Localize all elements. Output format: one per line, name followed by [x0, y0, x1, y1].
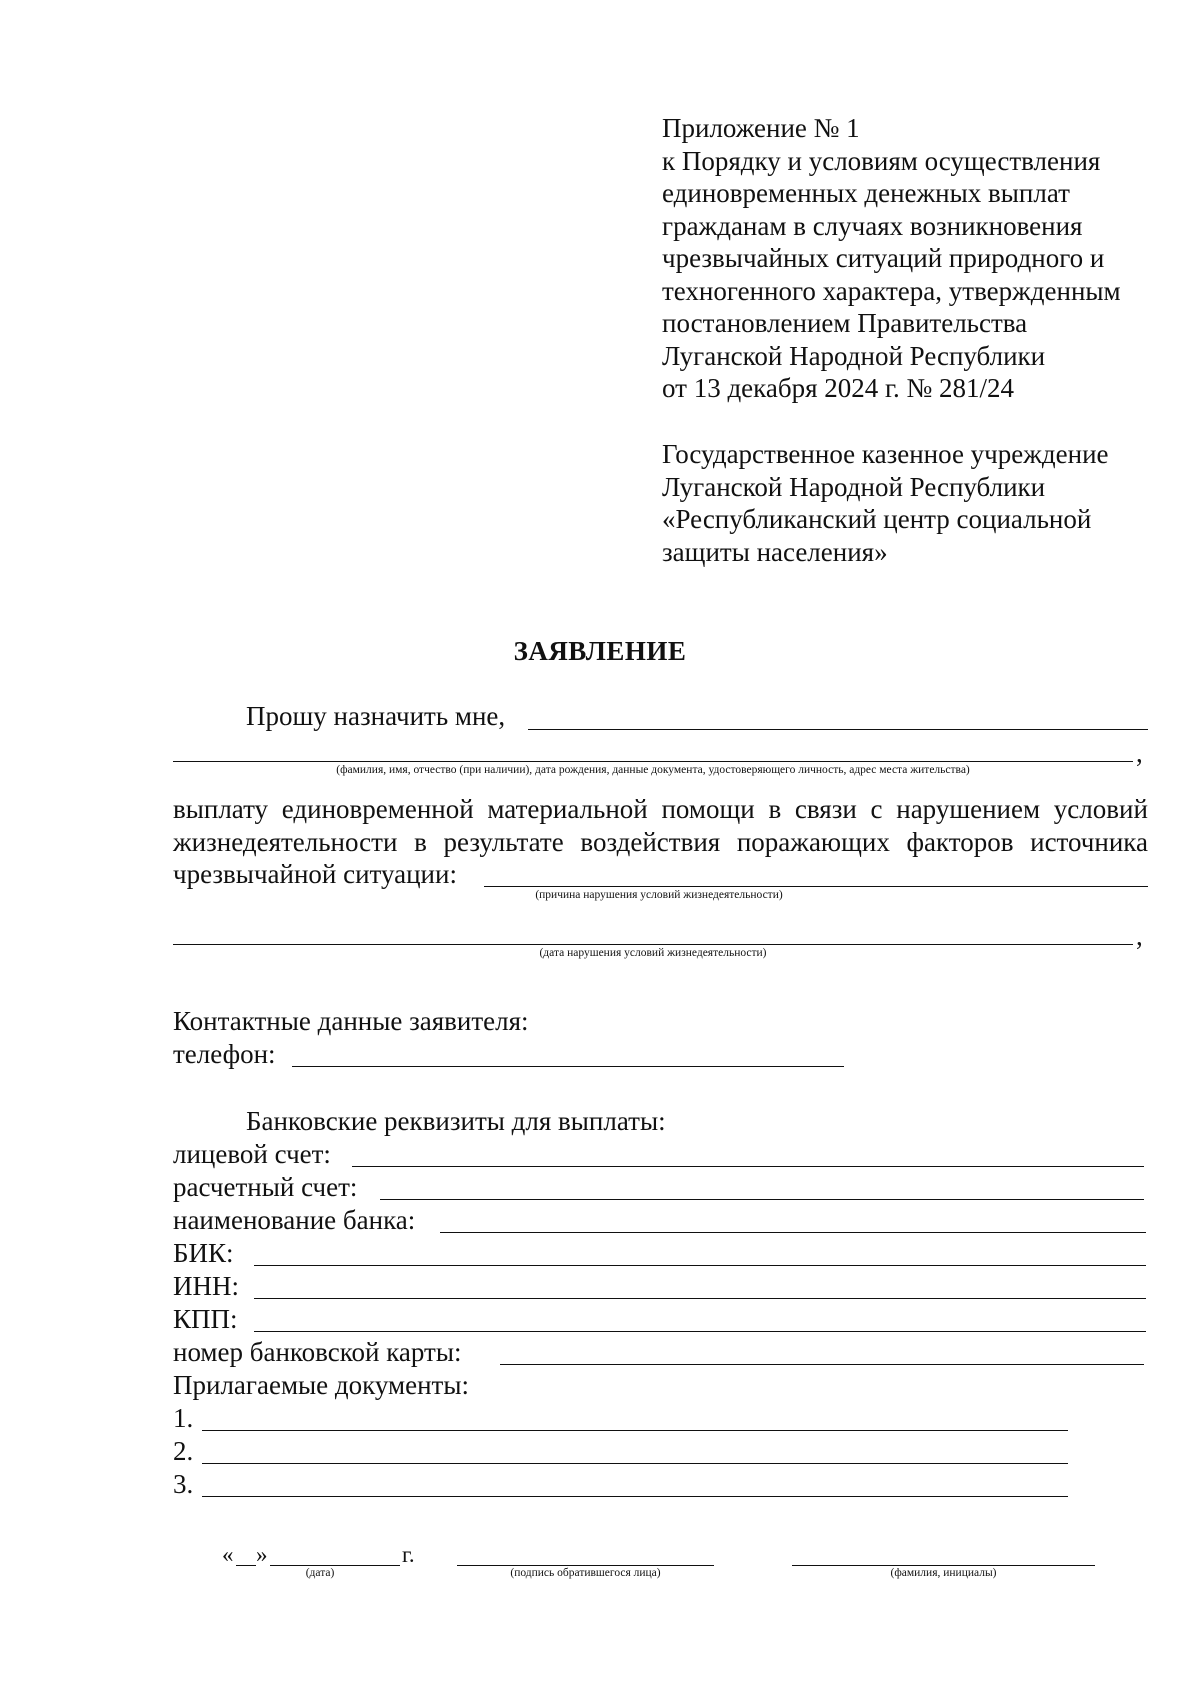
- kpp-field[interactable]: [254, 1331, 1146, 1332]
- personal-account-label: лицевой счет:: [173, 1139, 331, 1169]
- appendix-line: Приложение № 1: [662, 113, 860, 143]
- signature-caption: (подпись обратившегося лица): [510, 1567, 661, 1579]
- date-caption: (дата): [305, 1567, 335, 1579]
- word: в: [414, 826, 427, 857]
- attachment-number-3: 3.: [173, 1469, 194, 1499]
- word: выплату: [173, 794, 269, 824]
- applicant-details-field[interactable]: [173, 761, 1133, 762]
- recipient-line: Луганской Народной Республики: [662, 471, 1046, 502]
- word: помощи: [661, 794, 755, 824]
- attachment-number-2: 2.: [173, 1436, 194, 1466]
- signature-field[interactable]: [457, 1565, 714, 1566]
- date-comma: ,: [1136, 921, 1143, 951]
- reason-caption: (причина нарушения условий жизнедеятельности): [535, 889, 783, 901]
- body-line-1: [173, 793, 1148, 826]
- violation-date-caption: (дата нарушения условий жизнедеятельности): [539, 947, 767, 959]
- recipient-line: Государственное казенное учреждение: [662, 439, 1109, 469]
- word: условий: [1053, 794, 1148, 824]
- contacts-heading: Контактные данные заявителя:: [173, 1006, 529, 1036]
- attachment-field-1[interactable]: [202, 1430, 1068, 1431]
- settlement-account-field[interactable]: [380, 1199, 1144, 1200]
- card-number-field[interactable]: [500, 1364, 1144, 1365]
- inn-label: ИНН:: [173, 1271, 239, 1301]
- card-number-label: номер банковской карты:: [173, 1337, 462, 1367]
- body-line-2: [173, 826, 1148, 859]
- word: результате: [443, 826, 564, 857]
- appendix-line: Луганской Народной Республики: [662, 340, 1046, 371]
- settlement-account-label: расчетный счет:: [173, 1172, 358, 1202]
- phone-field[interactable]: [292, 1066, 844, 1067]
- applicant-name-field[interactable]: [528, 729, 1148, 730]
- word: источника: [1030, 826, 1148, 857]
- bank-name-label: наименование банка:: [173, 1205, 416, 1235]
- applicant-details-caption: (фамилия, имя, отчество (при наличии), дата рождения, данные документа, удостоверяющего личность, адрес места жительства): [336, 764, 970, 776]
- attachment-number-1: 1.: [173, 1403, 194, 1433]
- appendix-line: гражданам в случаях возникновения: [662, 210, 1083, 241]
- recipient-block: [662, 438, 1182, 568]
- request-comma: ,: [1136, 738, 1143, 768]
- word: связи: [794, 794, 857, 824]
- body-paragraph: [173, 793, 1148, 858]
- word: единовременной: [281, 794, 474, 824]
- bik-label: БИК:: [173, 1238, 234, 1268]
- word: материальной: [487, 794, 648, 824]
- emergency-label: чрезвычайной ситуации:: [173, 859, 457, 889]
- word: с: [870, 794, 883, 824]
- attachment-field-3[interactable]: [202, 1496, 1068, 1497]
- recipient-line: «Республиканский центр социальной: [662, 504, 1092, 534]
- bik-field[interactable]: [254, 1265, 1146, 1266]
- word: поражающих: [736, 826, 890, 857]
- appendix-line: чрезвычайных ситуаций природного и: [662, 243, 1105, 273]
- reason-field[interactable]: [484, 886, 1148, 887]
- request-label: Прошу назначить мне,: [246, 701, 506, 731]
- word: факторов: [906, 826, 1014, 857]
- personal-account-field[interactable]: [352, 1166, 1144, 1167]
- appendix-line: от 13 декабря 2024 г. № 281/24: [662, 373, 1015, 403]
- violation-date-field[interactable]: [173, 944, 1133, 945]
- attachment-field-2[interactable]: [202, 1463, 1068, 1464]
- word: нарушением: [896, 794, 1041, 824]
- name-initials-field[interactable]: [792, 1565, 1095, 1566]
- date-open-quote: «: [222, 1542, 234, 1567]
- appendix-line: единовременных денежных выплат: [662, 178, 1070, 208]
- bank-heading: Банковские реквизиты для выплаты:: [246, 1106, 666, 1136]
- date-close-quote: »: [256, 1542, 268, 1567]
- word: в: [768, 794, 782, 824]
- appendix-header: [662, 112, 1182, 405]
- day-field[interactable]: [236, 1565, 256, 1566]
- appendix-line: к Порядку и условиям осуществления: [662, 145, 1101, 176]
- phone-label: телефон:: [173, 1039, 276, 1069]
- attachments-heading: Прилагаемые документы:: [173, 1370, 469, 1400]
- year-suffix: г.: [402, 1542, 415, 1567]
- inn-field[interactable]: [254, 1298, 1146, 1299]
- appendix-line: техногенного характера, утвержденным: [662, 275, 1121, 306]
- word: жизнедеятельности: [173, 826, 398, 857]
- appendix-line: постановлением Правительства: [662, 308, 1028, 338]
- kpp-label: КПП:: [173, 1304, 238, 1334]
- document-title: ЗАЯВЛЕНИЕ: [513, 636, 687, 666]
- bank-name-field[interactable]: [440, 1232, 1146, 1233]
- month-year-field[interactable]: [270, 1565, 400, 1566]
- recipient-line: защиты населения»: [662, 536, 888, 567]
- word: воздействия: [580, 826, 721, 857]
- name-initials-caption: (фамилия, инициалы): [890, 1567, 997, 1579]
